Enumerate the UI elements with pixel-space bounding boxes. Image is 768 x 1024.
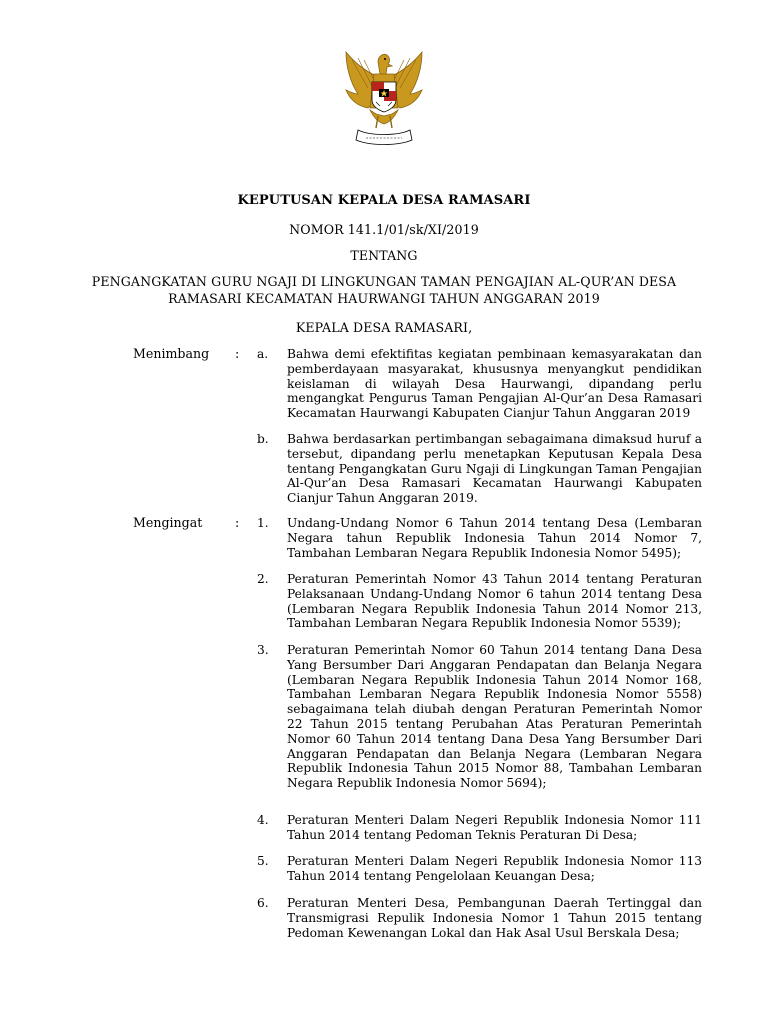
menimbang-item: [257, 347, 702, 421]
mengingat-colon: :: [235, 515, 240, 530]
item-marker: a.: [257, 347, 269, 361]
item-marker: 1.: [257, 516, 269, 530]
item-marker: 3.: [257, 643, 269, 657]
subject-line: PENGANGKATAN GURU NGAJI DI LINGKUNGAN TAMAN PENGAJIAN AL-QUR’AN DESA: [91, 274, 677, 289]
document-title: KEPUTUSAN KEPALA DESA RAMASARI: [237, 193, 531, 208]
mengingat-item: [257, 516, 702, 560]
document-number: NOMOR 141.1/01/sk/XI/2019: [289, 222, 479, 237]
item-marker: 6.: [257, 896, 269, 910]
item-marker: b.: [257, 432, 269, 446]
document-subject: [60, 273, 708, 307]
subject-line: RAMASARI KECAMATAN HAURWANGI TAHUN ANGGARAN 2019: [168, 291, 600, 306]
item-text: Peraturan Pemerintah Nomor 60 Tahun 2014 tentang Dana Desa Yang Bersumber Dari Anggaran Pendapatan dan Belanja Negara (Lembaran Negara Republik Indonesia Tahun 2014 Nomor 168, Tambahan Lembaran Negara Republik Indonesia Nomor 5558) sebagaimana telah diubah dengan Peraturan Pemerintah Nomor 22 Tahun 2015 tentang Perubahan Atas Peraturan Pemerintah Nomor 60 Tahun 2014 tentang Dana Desa Yang Bersumber Dari Anggaran Pendapatan dan Belanja Negara (Lembaran Negara Republik Indonesia Tahun 2015 Nomor 88, Tambahan Lembaran Negara Republik Indonesia Nomor 5694);: [287, 643, 702, 791]
tentang-heading: TENTANG: [350, 248, 418, 263]
menimbang-label: Menimbang: [133, 346, 210, 361]
mengingat-item: [257, 643, 702, 791]
menimbang-item: [257, 432, 702, 506]
garuda-emblem-icon: [340, 48, 428, 152]
item-marker: 4.: [257, 813, 269, 827]
mengingat-label: Mengingat: [133, 515, 203, 530]
mengingat-item: [257, 854, 702, 884]
mengingat-item: [257, 896, 702, 940]
menimbang-colon: :: [235, 346, 240, 361]
item-text: Bahwa demi efektifitas kegiatan pembinaan kemasyarakatan dan pemberdayaan masyarakat, khususnya menyangkut pendidikan keislaman di wilayah Desa Haurwangi, dipandang perlu mengangkat Pengurus Taman Pengajian Al-Qur’an Desa Ramasari Kecamatan Haurwangi Kabupaten Cianjur Tahun Anggaran 2019: [287, 347, 702, 421]
item-text: Peraturan Menteri Dalam Negeri Republik Indonesia Nomor 113 Tahun 2014 tentang Pengelolaan Keuangan Desa;: [287, 854, 702, 883]
item-text: Bahwa berdasarkan pertimbangan sebagaimana dimaksud huruf a tersebut, dipandang perlu menetapkan Keputusan Kepala Desa tentang Pengangkatan Guru Ngaji di Lingkungan Taman Pengajian Al-Qur’an Desa Ramasari Kecamatan Haurwangi Kabupaten Cianjur Tahun Anggaran 2019.: [287, 432, 702, 506]
item-text: Undang-Undang Nomor 6 Tahun 2014 tentang Desa (Lembaran Negara tahun Republik Indonesia Tahun 2014 Nomor 7, Tambahan Lembaran Negara Republik Indonesia Nomor 5495);: [287, 516, 702, 560]
issuer-heading: KEPALA DESA RAMASARI,: [295, 320, 473, 335]
item-text: Peraturan Menteri Desa, Pembangunan Daerah Tertinggal dan Transmigrasi Repulik Indonesia Nomor 1 Tahun 2015 tentang Pedoman Kewenangan Lokal dan Hak Asal Usul Berskala Desa;: [287, 896, 702, 940]
item-text: Peraturan Pemerintah Nomor 43 Tahun 2014 tentang Peraturan Pelaksanaan Undang-Undang Nomor 6 tahun 2014 tentang Desa (Lembaran Negara Republik Indonesia Tahun 2014 Nomor 213, Tambahan Lembaran Negara Republik Indonesia Nomor 5539);: [287, 572, 702, 631]
item-text: Peraturan Menteri Dalam Negeri Republik Indonesia Nomor 111 Tahun 2014 tentang Pedoman Teknis Peraturan Di Desa;: [287, 813, 702, 842]
mengingat-item: [257, 813, 702, 843]
mengingat-item: [257, 572, 702, 631]
item-marker: 2.: [257, 572, 269, 586]
item-marker: 5.: [257, 854, 269, 868]
